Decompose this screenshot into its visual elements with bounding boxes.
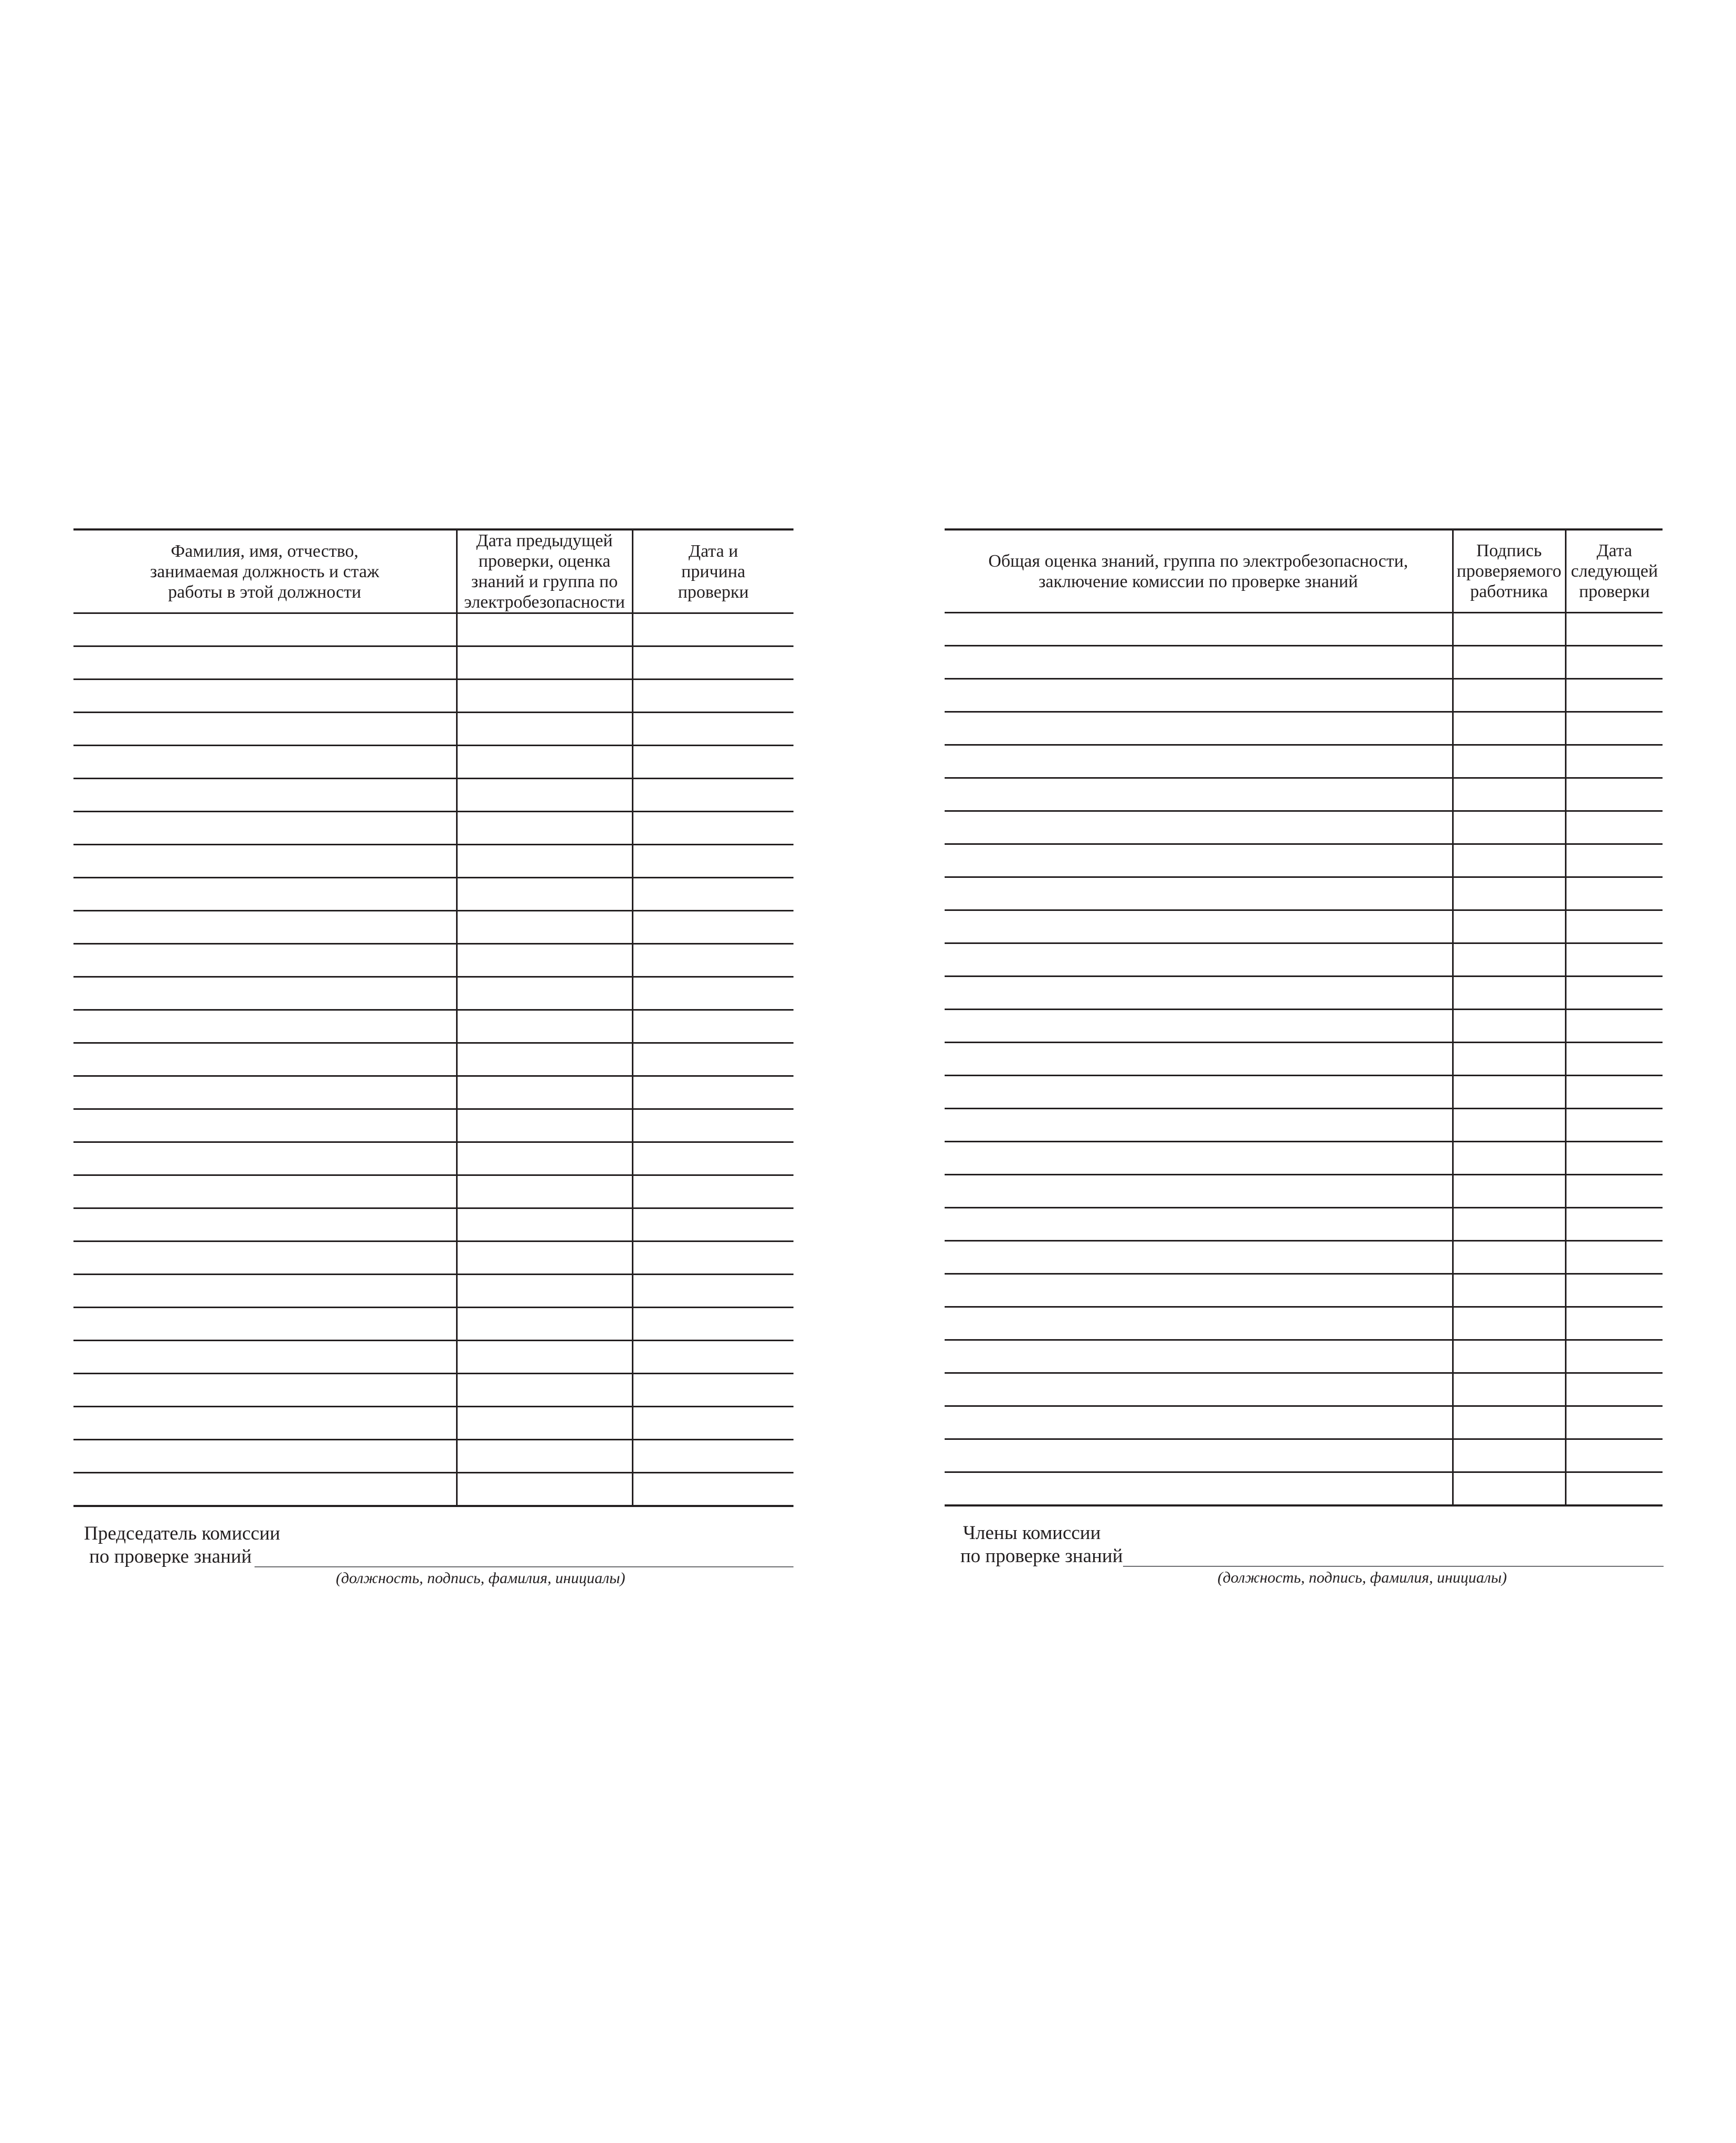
table-cell[interactable] [1565,844,1663,877]
table-cell[interactable] [1565,1307,1663,1340]
table-cell[interactable] [1565,613,1663,646]
table-cell[interactable] [632,680,793,713]
table-row [945,943,1663,977]
table-cell[interactable] [1565,1274,1663,1307]
table-cell[interactable] [1565,745,1663,778]
table-cell[interactable] [457,680,632,713]
members-label-continued: по проверке знаний [960,1545,1123,1567]
right-table-body [945,613,1663,1506]
table-cell[interactable] [632,1175,793,1208]
table-cell[interactable] [457,911,632,944]
table-cell[interactable] [457,812,632,845]
table-cell[interactable] [457,1142,632,1175]
table-cell[interactable] [73,845,457,878]
table-cell[interactable] [632,1275,793,1308]
right-header-row [945,529,1663,613]
left-table-body [73,613,793,1507]
members-signature-block [945,1522,1663,1601]
table-row [945,910,1663,943]
table-cell[interactable] [73,646,457,680]
right-journal-table [945,528,1663,1507]
table-row [73,746,793,779]
table-cell[interactable] [632,1341,793,1374]
table-cell[interactable] [1453,1208,1565,1241]
table-cell[interactable] [1565,778,1663,811]
header-examinee-signature: Подпись проверяемого работника [1453,529,1565,613]
table-cell[interactable] [1453,1274,1565,1307]
table-cell[interactable] [1453,712,1565,745]
table-cell[interactable] [73,1109,457,1142]
table-row [73,1374,793,1407]
table-cell[interactable] [1565,1241,1663,1274]
table-row [73,1407,793,1440]
table-row [945,877,1663,910]
table-row [73,1208,793,1242]
table-row [73,1109,793,1142]
table-cell[interactable] [457,1076,632,1109]
chairman-signature-line[interactable] [255,1566,793,1567]
table-cell[interactable] [1453,910,1565,943]
table-cell[interactable] [457,1010,632,1043]
table-cell[interactable] [945,1307,1453,1340]
members-label: Члены комиссии [963,1522,1101,1544]
table-cell[interactable] [945,1472,1453,1506]
table-row [945,1010,1663,1043]
table-cell[interactable] [73,1308,457,1341]
table-row [73,779,793,812]
table-cell[interactable] [945,1241,1453,1274]
table-cell[interactable] [73,1208,457,1242]
table-cell[interactable] [945,910,1453,943]
table-cell[interactable] [73,1407,457,1440]
table-cell[interactable] [945,1406,1453,1439]
table-row [945,1406,1663,1439]
table-cell[interactable] [457,1043,632,1076]
table-cell[interactable] [1453,679,1565,712]
table-cell[interactable] [945,1076,1453,1109]
table-cell[interactable] [1453,613,1565,646]
table-row [73,1308,793,1341]
table-cell[interactable] [1453,1109,1565,1142]
table-cell[interactable] [1453,1241,1565,1274]
table-cell[interactable] [1453,1439,1565,1472]
table-cell[interactable] [457,779,632,812]
table-row [945,1373,1663,1406]
table-cell[interactable] [457,1374,632,1407]
left-page [73,528,793,1601]
table-cell[interactable] [632,1374,793,1407]
table-cell[interactable] [1453,1406,1565,1439]
table-cell[interactable] [1453,1175,1565,1208]
table-cell[interactable] [632,613,793,646]
table-row [73,713,793,746]
table-row [945,679,1663,712]
table-cell[interactable] [457,1109,632,1142]
table-row [73,1440,793,1473]
table-cell[interactable] [73,1076,457,1109]
table-cell[interactable] [1453,646,1565,679]
table-cell[interactable] [457,646,632,680]
table-cell[interactable] [457,1175,632,1208]
table-row [73,812,793,845]
table-row [73,1473,793,1507]
table-cell[interactable] [945,712,1453,745]
table-cell[interactable] [73,911,457,944]
members-signature-caption: (должность, подпись, фамилия, инициалы) [1218,1569,1507,1586]
table-cell[interactable] [1453,1472,1565,1506]
table-cell[interactable] [632,812,793,845]
chairman-signature-caption: (должность, подпись, фамилия, инициалы) [336,1569,626,1587]
header-next-check-date: Дата следующей проверки [1565,529,1663,613]
table-cell[interactable] [73,746,457,779]
table-row [945,1208,1663,1241]
table-row [945,1142,1663,1175]
table-row [945,1175,1663,1208]
table-row [945,1043,1663,1076]
table-cell[interactable] [632,1010,793,1043]
table-cell[interactable] [73,1043,457,1076]
table-cell[interactable] [73,878,457,911]
table-cell[interactable] [457,944,632,977]
table-cell[interactable] [73,977,457,1010]
table-cell[interactable] [632,1242,793,1275]
left-header-row [73,529,793,613]
table-cell[interactable] [1565,1109,1663,1142]
chairman-signature-block [73,1523,793,1601]
table-row [945,613,1663,646]
table-cell[interactable] [945,977,1453,1010]
table-row [945,811,1663,844]
table-cell[interactable] [632,1076,793,1109]
table-row [73,911,793,944]
table-cell[interactable] [632,1142,793,1175]
table-row [945,1109,1663,1142]
table-cell[interactable] [632,746,793,779]
table-cell[interactable] [457,1208,632,1242]
table-cell[interactable] [632,845,793,878]
table-cell[interactable] [1453,1142,1565,1175]
header-previous-check-date-grade-group: Дата предыдущей проверки, оценка знаний и группа по электробезопасности [457,529,632,613]
table-row [945,646,1663,679]
table-cell[interactable] [1565,679,1663,712]
table-cell[interactable] [457,1407,632,1440]
table-row [945,1340,1663,1373]
table-cell[interactable] [632,977,793,1010]
header-full-name-position-experience: Фамилия, имя, отчество, занимаемая должность и стаж работы в этой должности [73,529,457,613]
table-cell[interactable] [457,1473,632,1507]
table-cell[interactable] [632,1440,793,1473]
table-cell[interactable] [1453,1373,1565,1406]
table-cell[interactable] [945,811,1453,844]
table-row [945,778,1663,811]
table-cell[interactable] [945,844,1453,877]
table-cell[interactable] [945,646,1453,679]
table-cell[interactable] [945,1373,1453,1406]
table-cell[interactable] [73,1473,457,1507]
table-cell[interactable] [1453,778,1565,811]
chairman-label-continued: по проверке знаний [89,1546,252,1567]
table-cell[interactable] [632,1473,793,1507]
table-cell[interactable] [1453,1307,1565,1340]
table-cell[interactable] [1565,877,1663,910]
table-cell[interactable] [945,1109,1453,1142]
table-cell[interactable] [1565,1208,1663,1241]
table-cell[interactable] [457,713,632,746]
table-cell[interactable] [73,1275,457,1308]
table-cell[interactable] [1453,1076,1565,1109]
left-journal-table [73,528,793,1507]
table-cell[interactable] [457,1341,632,1374]
table-row [73,944,793,977]
table-cell[interactable] [73,613,457,646]
table-cell[interactable] [457,1242,632,1275]
table-row [73,680,793,713]
table-cell[interactable] [73,713,457,746]
table-cell[interactable] [1565,1010,1663,1043]
table-cell[interactable] [1453,943,1565,977]
table-cell[interactable] [945,877,1453,910]
table-cell[interactable] [73,1374,457,1407]
table-row [73,1341,793,1374]
table-cell[interactable] [1565,1406,1663,1439]
table-cell[interactable] [632,1109,793,1142]
table-cell[interactable] [457,977,632,1010]
table-row [73,1142,793,1175]
table-cell[interactable] [945,745,1453,778]
table-cell[interactable] [1565,977,1663,1010]
table-cell[interactable] [457,1440,632,1473]
table-cell[interactable] [73,1440,457,1473]
table-cell[interactable] [73,1010,457,1043]
header-check-date-reason: Дата и причина проверки [632,529,793,613]
table-cell[interactable] [457,613,632,646]
table-row [945,1274,1663,1307]
table-row [73,845,793,878]
table-row [73,977,793,1010]
table-cell[interactable] [1453,745,1565,778]
table-cell[interactable] [457,1308,632,1341]
table-cell[interactable] [457,1275,632,1308]
table-cell[interactable] [1565,943,1663,977]
table-cell[interactable] [1453,1340,1565,1373]
table-row [73,1275,793,1308]
chairman-label: Председатель комиссии [84,1523,280,1544]
table-cell[interactable] [1565,1043,1663,1076]
table-cell[interactable] [945,1340,1453,1373]
table-cell[interactable] [1453,1043,1565,1076]
table-row [73,646,793,680]
table-cell[interactable] [1565,1472,1663,1506]
table-cell[interactable] [73,812,457,845]
table-cell[interactable] [73,779,457,812]
table-cell[interactable] [632,878,793,911]
table-row [945,745,1663,778]
table-row [945,1241,1663,1274]
header-overall-assessment-conclusion: Общая оценка знаний, группа по электробезопасности, заключение комиссии по проверке знаний [945,529,1453,613]
table-cell[interactable] [1565,1142,1663,1175]
table-cell[interactable] [945,1175,1453,1208]
members-signature-line[interactable] [1123,1566,1664,1567]
table-row [945,1439,1663,1472]
table-cell[interactable] [73,1142,457,1175]
table-cell[interactable] [945,1043,1453,1076]
table-cell[interactable] [632,779,793,812]
table-cell[interactable] [945,679,1453,712]
table-cell[interactable] [945,1010,1453,1043]
table-cell[interactable] [945,778,1453,811]
table-cell[interactable] [73,680,457,713]
table-cell[interactable] [945,613,1453,646]
table-row [945,712,1663,745]
table-cell[interactable] [1565,1373,1663,1406]
table-cell[interactable] [632,646,793,680]
table-cell[interactable] [632,944,793,977]
table-cell[interactable] [1565,1439,1663,1472]
table-cell[interactable] [457,878,632,911]
table-cell[interactable] [945,943,1453,977]
table-cell[interactable] [632,1208,793,1242]
table-cell[interactable] [632,911,793,944]
table-cell[interactable] [945,1274,1453,1307]
table-row [73,1010,793,1043]
table-cell[interactable] [1565,1076,1663,1109]
right-page [945,528,1663,1601]
table-row [73,1043,793,1076]
table-cell[interactable] [1565,646,1663,679]
table-cell[interactable] [73,1242,457,1275]
table-row [945,1307,1663,1340]
table-row [945,1076,1663,1109]
table-cell[interactable] [1453,844,1565,877]
table-row [945,844,1663,877]
table-cell[interactable] [632,713,793,746]
table-cell[interactable] [632,1308,793,1341]
table-row [73,878,793,911]
table-row [73,1175,793,1208]
table-cell[interactable] [73,1175,457,1208]
table-cell[interactable] [632,1043,793,1076]
table-cell[interactable] [1565,1175,1663,1208]
table-cell[interactable] [457,746,632,779]
table-row [945,977,1663,1010]
table-row [73,613,793,646]
table-row [73,1076,793,1109]
table-cell[interactable] [1565,712,1663,745]
table-cell[interactable] [1565,910,1663,943]
table-cell[interactable] [1565,811,1663,844]
table-cell[interactable] [945,1208,1453,1241]
table-cell[interactable] [1453,977,1565,1010]
table-row [945,1472,1663,1506]
table-row [73,1242,793,1275]
table-cell[interactable] [632,1407,793,1440]
table-cell[interactable] [457,845,632,878]
table-cell[interactable] [1453,877,1565,910]
table-cell[interactable] [73,1341,457,1374]
table-cell[interactable] [73,944,457,977]
table-cell[interactable] [945,1142,1453,1175]
table-cell[interactable] [945,1439,1453,1472]
table-cell[interactable] [1453,811,1565,844]
table-cell[interactable] [1453,1010,1565,1043]
table-cell[interactable] [1565,1340,1663,1373]
